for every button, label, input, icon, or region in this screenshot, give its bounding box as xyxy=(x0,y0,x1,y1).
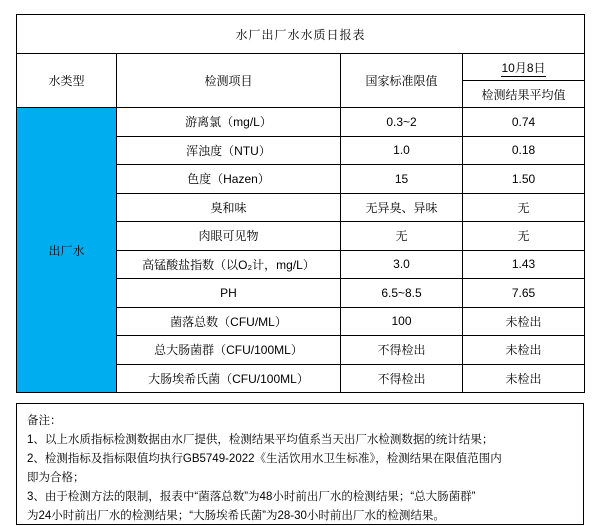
notes-line-4: 3、由于检测方法的限制，报表中“菌落总数”为48小时前出厂水的检测结果；“总大肠菌群” xyxy=(27,491,476,503)
notes-line-3: 即为合格； xyxy=(27,472,85,484)
row-result: 0.74 xyxy=(463,108,585,137)
row-result: 7.65 xyxy=(463,279,585,308)
row-result: 1.50 xyxy=(463,165,585,194)
row-item: 高锰酸盐指数（以O₂计，mg/L） xyxy=(117,250,341,279)
row-result: 未检出 xyxy=(463,364,585,393)
header-date xyxy=(463,54,585,81)
row-item: PH xyxy=(117,279,341,308)
row-limit: 1.0 xyxy=(341,136,463,165)
row-result: 未检出 xyxy=(463,307,585,336)
header-water-type: 水类型 xyxy=(17,54,117,108)
row-item: 色度（Hazen） xyxy=(117,165,341,194)
table-title-row xyxy=(17,15,585,54)
row-limit: 无异臭、异味 xyxy=(341,193,463,222)
header-result-average: 检测结果平均值 xyxy=(463,81,585,108)
row-limit: 3.0 xyxy=(341,250,463,279)
row-limit: 15 xyxy=(341,165,463,194)
row-item: 游离氯（mg/L） xyxy=(117,108,341,137)
notes-line-2: 2、检测指标及指标限值均执行GB5749-2022《生活饮用水卫生标准》，检测结果在限值范围内 xyxy=(27,453,502,465)
row-result: 无 xyxy=(463,222,585,251)
row-limit: 不得检出 xyxy=(341,336,463,365)
row-limit: 100 xyxy=(341,307,463,336)
row-item: 肉眼可见物 xyxy=(117,222,341,251)
row-result: 1.43 xyxy=(463,250,585,279)
notes-line-5: 为24小时前出厂水的检测结果；“大肠埃希氏菌”为28-30小时前出厂水的检测结果。 xyxy=(27,510,445,522)
water-type-value: 出厂水 xyxy=(17,108,117,393)
row-result: 无 xyxy=(463,193,585,222)
notes-line-1: 1、以上水质指标检测数据由水厂提供，检测结果平均值系当天出厂水检测数据的统计结果； xyxy=(27,434,494,446)
header-date-text: 10月8日 xyxy=(501,60,546,75)
row-item: 大肠埃希氏菌（CFU/100ML） xyxy=(117,364,341,393)
water-quality-table xyxy=(16,14,585,393)
notes-label: 备注： xyxy=(27,415,62,427)
row-result: 0.18 xyxy=(463,136,585,165)
row-limit: 6.5~8.5 xyxy=(341,279,463,308)
header-test-item: 检测项目 xyxy=(117,54,341,108)
row-limit: 无 xyxy=(341,222,463,251)
row-result: 未检出 xyxy=(463,336,585,365)
page-title: 水厂出厂水水质日报表 xyxy=(17,15,585,54)
table-header-row xyxy=(17,54,585,81)
row-limit: 不得检出 xyxy=(341,364,463,393)
row-limit: 0.3~2 xyxy=(341,108,463,137)
row-item: 臭和味 xyxy=(117,193,341,222)
notes-box xyxy=(16,403,584,525)
row-item: 总大肠菌群（CFU/100ML） xyxy=(117,336,341,365)
table-row xyxy=(17,108,585,137)
row-item: 浑浊度（NTU） xyxy=(117,136,341,165)
header-national-limit: 国家标准限值 xyxy=(341,54,463,108)
row-item: 菌落总数（CFU/ML） xyxy=(117,307,341,336)
